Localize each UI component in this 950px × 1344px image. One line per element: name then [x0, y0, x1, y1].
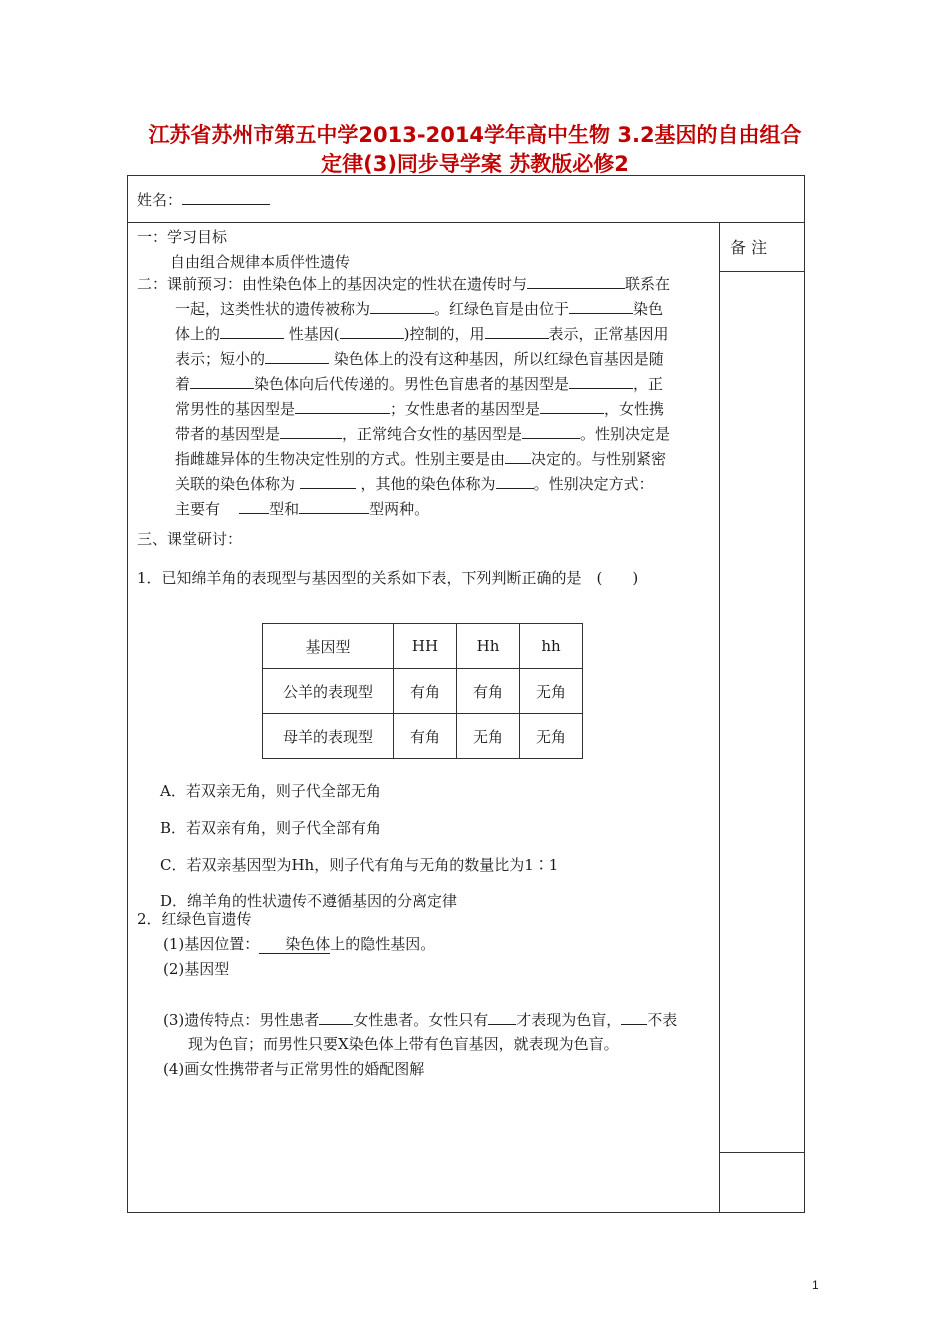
notes-header-divider — [719, 271, 804, 272]
preview-line-4: 表示；短小的 染色体上的没有这种基因，所以红绿色盲基因是随 — [175, 347, 664, 370]
fill-blank[interactable] — [488, 1008, 516, 1025]
option-d[interactable]: D．绵羊角的性状遗传不遵循基因的分离定律 — [160, 892, 458, 910]
preview-line-6: 常男性的基因型是 ；女性患者的基因型是 ，女性携 — [175, 397, 664, 420]
table-cell: 母羊的表现型 — [263, 714, 394, 759]
notes-bottom-divider — [719, 1152, 804, 1153]
table-cell: 无角 — [457, 714, 520, 759]
fill-blank[interactable] — [280, 422, 342, 439]
genotype-phenotype-table — [262, 623, 583, 759]
table-row — [263, 624, 583, 669]
name-row-divider — [127, 222, 804, 223]
fill-blank[interactable] — [239, 497, 269, 514]
notes-column-divider — [719, 222, 720, 1212]
fill-blank[interactable] — [265, 347, 329, 364]
gene-location-answer: 染色体 — [259, 935, 330, 954]
table-header-cell: HH — [394, 624, 457, 669]
section1-heading: 一：学习目标 — [137, 228, 228, 246]
section1-text: 自由组合规律本质伴性遗传 — [170, 253, 351, 271]
table-cell: 有角 — [394, 669, 457, 714]
fill-blank[interactable] — [295, 397, 390, 414]
table-header-cell: Hh — [457, 624, 520, 669]
preview-line-9: 关联的染色体称为 ，其他的染色体称为 。性别决定方式： — [175, 472, 654, 495]
table-header-cell: 基因型 — [263, 624, 394, 669]
question2-part2: (2)基因型 — [163, 960, 230, 978]
fill-blank[interactable] — [621, 1008, 647, 1025]
question2-part1: (1)基因位置： 染色体上的隐性基因。 — [163, 935, 436, 953]
preview-line-2: 一起，这类性状的遗传被称为 。红绿色盲是由位于 染色 — [175, 297, 663, 320]
preview-line-1: 二：课前预习：由性染色体上的基因决定的性状在遗传时与 联系在 — [137, 272, 670, 295]
option-c[interactable]: C．若双亲基因型为Hh，则子代有角与无角的数量比为1∶1 — [160, 856, 559, 874]
table-cell: 无角 — [520, 714, 583, 759]
table-row — [263, 714, 583, 759]
table-row — [263, 669, 583, 714]
table-header-cell: hh — [520, 624, 583, 669]
option-a[interactable]: A．若双亲无角，则子代全部无角 — [160, 782, 381, 800]
preview-line-3: 体上的 性基因( )控制的，用 表示，正常基因用 — [175, 322, 669, 345]
fill-blank[interactable] — [569, 372, 633, 389]
preview-line-10: 主要有 型和 型两种。 — [175, 497, 429, 520]
section3-heading: 三、课堂研讨： — [137, 530, 243, 548]
name-field[interactable] — [137, 188, 270, 211]
fill-blank[interactable] — [569, 297, 633, 314]
name-blank[interactable] — [182, 188, 270, 205]
fill-blank[interactable] — [220, 322, 284, 339]
fill-blank[interactable] — [496, 472, 534, 489]
table-cell: 有角 — [394, 714, 457, 759]
question2-part3-line2: 现为色盲；而男性只要X染色体上带有色盲基因，就表现为色盲。 — [188, 1035, 619, 1053]
fill-blank[interactable] — [319, 1008, 353, 1025]
document-title-line2: 定律(3)同步导学案 苏教版必修2 — [321, 152, 629, 176]
preview-line-8: 指雌雄异体的生物决定性别的方式。性别主要是由 决定的。与性别紧密 — [175, 447, 666, 470]
option-b[interactable]: B．若双亲有角，则子代全部有角 — [160, 819, 382, 837]
fill-blank[interactable] — [300, 472, 356, 489]
fill-blank[interactable] — [527, 272, 625, 289]
fill-blank[interactable] — [522, 422, 580, 439]
fill-blank[interactable] — [299, 497, 369, 514]
fill-blank[interactable] — [340, 322, 404, 339]
preview-line-7: 带者的基因型是 ，正常纯合女性的基因型是 。性别决定是 — [175, 422, 670, 445]
document-title-line1: 江苏省苏州市第五中学2013-2014学年高中生物 3.2基因的自由组合 — [148, 123, 802, 147]
fill-blank[interactable] — [505, 447, 531, 464]
page-number: 1 — [812, 1278, 819, 1292]
question1-stem: 1．已知绵羊角的表现型与基因型的关系如下表，下列判断正确的是 ( ) — [137, 569, 639, 587]
question2-part4: (4)画女性携带者与正常男性的婚配图解 — [163, 1060, 425, 1078]
fill-blank[interactable] — [540, 397, 604, 414]
preview-line-5: 着 染色体向后代传递的。男性色盲患者的基因型是 ，正 — [175, 372, 663, 395]
name-label: 姓名： — [137, 191, 183, 209]
notes-label: 备 注 — [730, 238, 768, 257]
table-cell: 无角 — [520, 669, 583, 714]
fill-blank[interactable] — [370, 297, 434, 314]
table-cell: 公羊的表现型 — [263, 669, 394, 714]
fill-blank[interactable] — [485, 322, 549, 339]
question2-part3: (3)遗传特点：男性患者 女性患者。女性只有 才表现为色盲， 不表 — [163, 1008, 677, 1031]
table-cell: 有角 — [457, 669, 520, 714]
fill-blank[interactable] — [190, 372, 254, 389]
question2-title: 2．红绿色盲遗传 — [137, 910, 252, 928]
